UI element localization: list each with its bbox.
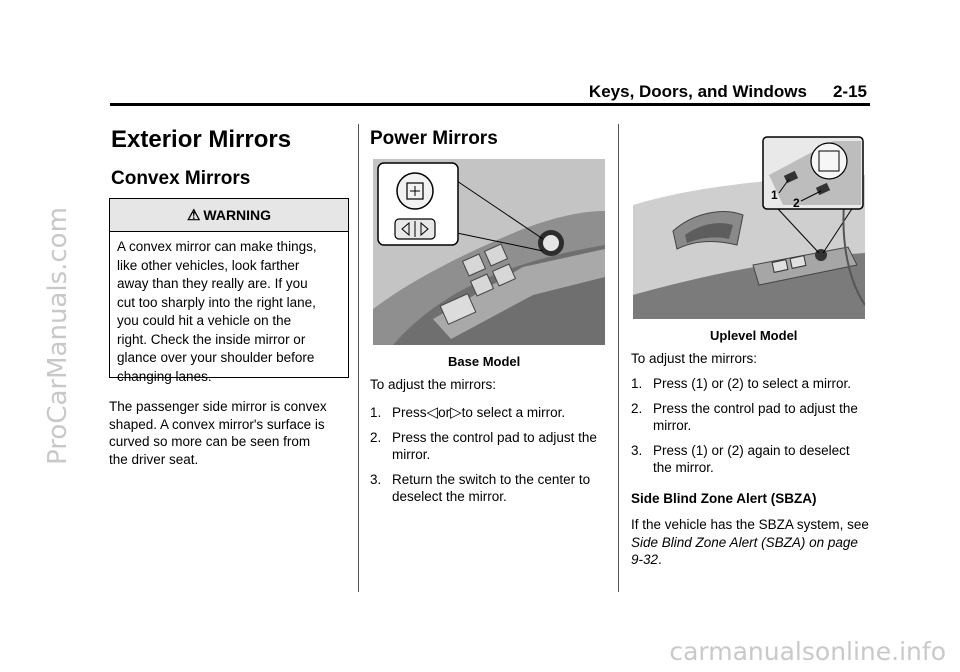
step-number: 3. <box>370 472 382 487</box>
uplevel-intro: To adjust the mirrors: <box>631 351 758 366</box>
column-divider-2 <box>618 124 619 592</box>
step-text: Press (1) or (2) to select a mirror. <box>653 376 852 391</box>
warning-line: like other vehicles, look farther <box>117 257 300 273</box>
step-text: or <box>438 405 451 420</box>
step-text: Press <box>392 405 427 420</box>
warning-icon: ⚠ <box>186 207 201 224</box>
uplevel-step-3 <box>631 442 871 476</box>
uplevel-step-2 <box>631 400 871 434</box>
step-text: to select a mirror. <box>461 405 566 420</box>
warning-text <box>110 232 348 386</box>
triangle-left-icon: ◁ <box>426 404 439 421</box>
warning-line: away than they really are. If you <box>117 276 308 291</box>
base-step-2 <box>370 429 610 463</box>
sbza-cross-reference[interactable]: Side Blind Zone Alert (SBZA) on page 9-32 <box>631 534 858 567</box>
side-watermark: ProCarManuals.com <box>43 207 73 465</box>
warning-header <box>110 199 348 232</box>
triangle-right-icon: ▷ <box>450 404 462 421</box>
uplevel-steps <box>631 375 871 484</box>
step-number: 1. <box>370 405 382 420</box>
page-header <box>589 82 867 102</box>
base-model-illustration <box>373 159 605 345</box>
callout-2: 2 <box>793 196 800 210</box>
base-model-caption: Base Model <box>448 354 521 369</box>
step-number: 2. <box>370 430 382 445</box>
warning-line: right. Check the inside mirror or <box>117 331 306 347</box>
page-number: 2-15 <box>832 82 867 101</box>
footer-watermark: carmanualsonline.info <box>669 637 946 666</box>
body-line: the driver seat. <box>109 451 199 467</box>
step-text: Press (1) or (2) again to deselect the mirror. <box>653 443 850 475</box>
step-text: Press the control pad to adjust the mirror. <box>392 430 597 462</box>
warning-label: WARNING <box>203 207 272 223</box>
uplevel-step-1 <box>631 375 871 392</box>
base-step-1 <box>370 404 610 421</box>
step-number: 1. <box>631 376 643 391</box>
callout-1: 1 <box>771 188 778 202</box>
warning-line: A convex mirror can make things, <box>117 239 317 254</box>
body-line: The passenger side mirror is convex <box>109 399 327 414</box>
uplevel-model-caption: Uplevel Model <box>710 328 798 343</box>
body-line: shaped. A convex mirror's surface is <box>109 416 325 432</box>
header-rule <box>110 103 870 106</box>
step-text: Press the control pad to adjust the mirror. <box>653 401 858 433</box>
heading-power-mirrors: Power Mirrors <box>370 128 498 149</box>
section-title: Keys, Doors, and Windows <box>588 82 807 101</box>
warning-line: you could hit a vehicle on the <box>117 313 292 328</box>
sbza-text: . <box>658 552 662 567</box>
convex-body-text <box>109 398 327 468</box>
sbza-body <box>631 516 871 569</box>
column-divider-1 <box>358 124 359 592</box>
sbza-text: If the vehicle has the SBZA system, see <box>631 517 869 532</box>
step-text: Return the switch to the center to deselect the mirror. <box>392 472 591 504</box>
base-step-3 <box>370 471 610 505</box>
warning-line: changing lanes. <box>117 368 212 384</box>
base-steps <box>370 404 610 513</box>
heading-convex-mirrors: Convex Mirrors <box>111 168 251 189</box>
warning-line: cut too sharply into the right lane, <box>117 294 316 310</box>
sbza-subhead: Side Blind Zone Alert (SBZA) <box>631 491 817 506</box>
warning-box <box>109 198 349 384</box>
body-line: curved so more can be seen from <box>109 434 311 449</box>
base-intro: To adjust the mirrors: <box>370 377 497 392</box>
heading-exterior-mirrors: Exterior Mirrors <box>111 126 292 153</box>
step-number: 2. <box>631 401 643 416</box>
warning-line: glance over your shoulder before <box>117 350 315 365</box>
uplevel-model-illustration <box>633 135 865 319</box>
step-number: 3. <box>631 443 643 458</box>
